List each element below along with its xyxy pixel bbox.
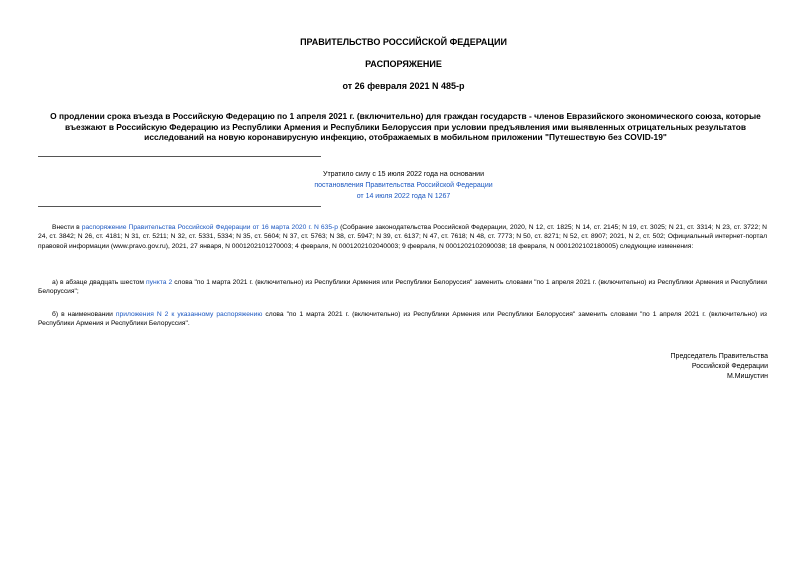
- status-notice: [0, 169, 807, 202]
- repeal-act-date-link[interactable]: от 14 июля 2022 года N 1267: [356, 193, 451, 200]
- status-line: Утратило силу с 15 июля 2022 года на основании: [323, 171, 484, 178]
- order-635-link[interactable]: распоряжение Правительства Российской Федерации от 16 марта 2020 г. N 635-р: [81, 224, 338, 231]
- signatory-title-2: Российской Федерации: [691, 363, 768, 370]
- issuer-heading: ПРАВИТЕЛЬСТВО РОССИЙСКОЙ ФЕДЕРАЦИИ: [300, 37, 507, 47]
- document-type: РАСПОРЯЖЕНИЕ: [365, 59, 442, 69]
- p3-text-pre: б) в наименовании: [52, 311, 116, 318]
- signatory-title: Председатель Правительства: [670, 353, 768, 360]
- paragraph-a: [38, 278, 767, 297]
- p3-text-post: слова "по 1 марта 2021 г. (включительно) из Республики Армения или Республики Белоруссия" заменить словами "по 1 апреля 2021 г. (включительно) из Республики Армения и Республики Белоруссия".: [38, 311, 767, 328]
- divider-top: [38, 156, 321, 157]
- p1-text-post: (Собрание законодательства Российской Федерации, 2020, N 12, ст. 1825; N 14, ст. 2145; N 19, ст. 3025; N 21, ст. 3314; N 23, ст. 3722; N 24, ст. 3842; N 26, ст. 4181; N 31, ст. 5211; N 32, ст. 5331, 5334; N 35, ст. 5604; N 37, ст. 5763; N 38, ст. 5947; N 39, ст. 6137; N 47, ст. 7618; N 48, ст. 7773; N 50, ст. 8271; N 52, ст. 8907; 2021, N 2, ст. 502; Официальный интернет-портал правовой информации (www.pravo.gov.ru), 2021, 27 января, N 0001202101270003; 4 февраля, N 0001202102040003; 9 февраля, N 0001202102090038; 18 февраля, N 0001202102180005) следующие изменения:: [38, 224, 767, 250]
- p1-text-pre: Внести в: [52, 224, 82, 231]
- paragraph-b: [38, 310, 767, 329]
- appendix-2-link[interactable]: приложения N 2 к указанному распоряжению: [115, 311, 263, 318]
- signature-block: [671, 352, 768, 382]
- signatory-name: М.Мишустин: [726, 373, 768, 380]
- p2-text-post: слова "по 1 марта 2021 г. (включительно) из Республики Армения или Республики Белоруссия" заменить словами "по 1 апреля 2021 г. (включительно) из Республики Армения и Республики Белоруссия";: [38, 279, 767, 296]
- repeal-act-link[interactable]: постановления Правительства Российской Федерации: [314, 182, 493, 189]
- point-2-link[interactable]: пункта 2: [146, 279, 173, 286]
- divider-bottom: [38, 206, 321, 207]
- p2-text-pre: а) в абзаце двадцать шестом: [52, 279, 147, 286]
- document-title: О продлении срока въезда в Российскую Федерацию по 1 апреля 2021 г. (включительно) для граждан государств - членов Евразийского экономического союза, которые въезжают в Российскую Федерацию из Республики Армения и Республики Белоруссия при условии предъявления ими выявленных отрицательных результатов исследований на новую коронавирусную инфекцию, отображаемых в мобильном приложении "Путешествую без COVID-19": [50, 111, 761, 142]
- document-date-number: от 26 февраля 2021 N 485-р: [342, 81, 465, 91]
- paragraph-amendments: [38, 223, 767, 251]
